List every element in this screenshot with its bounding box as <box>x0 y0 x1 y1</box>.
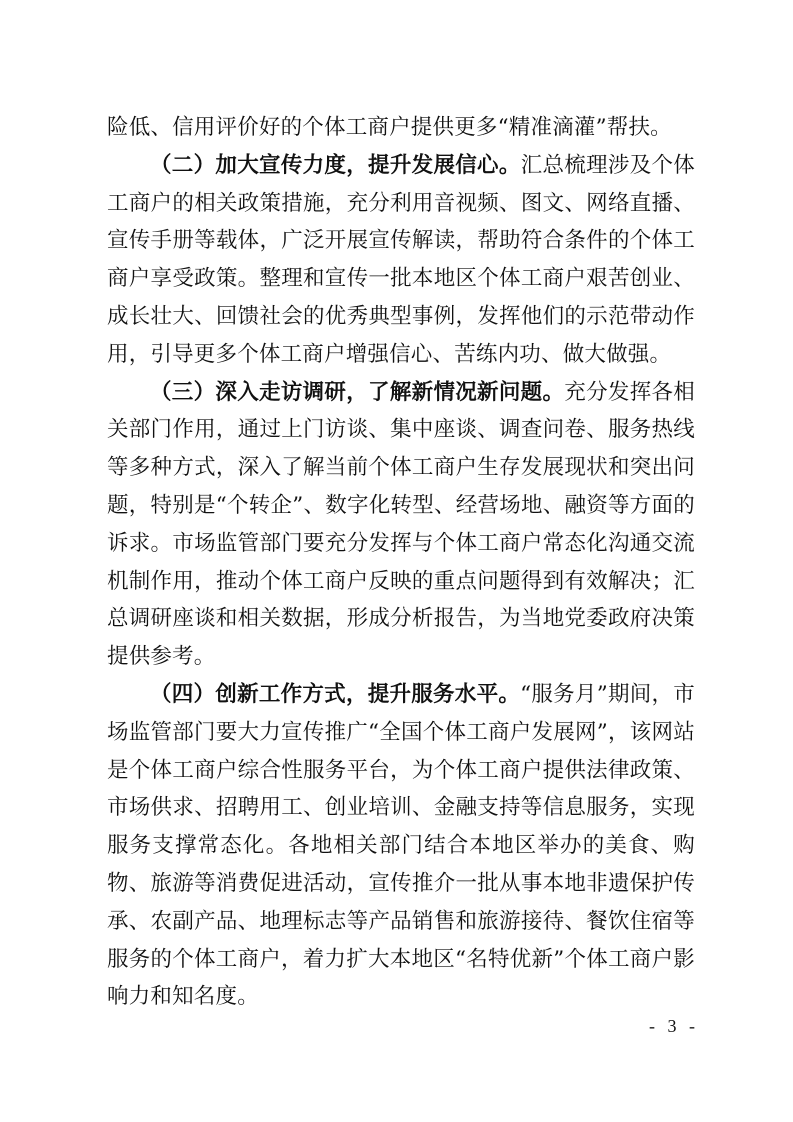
section-heading-2: （二）加大宣传力度，提升发展信心。 <box>150 152 521 178</box>
section-body-2: 汇总梳理涉及个体工商户的相关政策措施，充分利用音视频、图文、网络直播、宣传手册等载体，广泛开展宣传解读，帮助符合条件的个体工商户享受政策。整理和宣传一批本地区个体工商户艰苦创业、成长壮大、回馈社会的优秀典型事例，发挥他们的示范带动作用，引导更多个体工商户增强信心、苦练内功、做大做强。 <box>107 152 695 367</box>
section-body-3: 充分发挥各相关部门作用，通过上门访谈、集中座谈、调查问卷、服务热线等多种方式，深入了解当前个体工商户生存发展现状和突出问题，特别是“个转企”、数字化转型、经营场地、融资等方面的诉求。市场监管部门要充分发挥与个体工商户常态化沟通交流机制作用，推动个体工商户反映的重点问题得到有效解决；汇总调研座谈和相关数据，形成分析报告，为当地党委政府决策提供参考。 <box>107 379 695 670</box>
section-paragraph-4 <box>107 676 695 1016</box>
body-text <box>107 109 695 1016</box>
section-heading-4: （四）创新工作方式，提升服务水平。 <box>150 681 521 707</box>
page-number: - 3 - <box>649 1016 699 1036</box>
lead-paragraph: 险低、信用评价好的个体工商户提供更多“精准滴灌”帮扶。 <box>107 115 672 140</box>
section-heading-3: （三）深入走访调研，了解新情况新问题。 <box>150 379 565 405</box>
section-paragraph-2 <box>107 147 695 374</box>
section-paragraph-3 <box>107 374 695 676</box>
section-body-4: “服务月”期间，市场监管部门要大力宣传推广“全国个体工商户发展网”，该网站是个体工商户综合性服务平台，为个体工商户提供法律政策、市场供求、招聘用工、创业培训、金融支持等信息服务，实现服务支撑常态化。各地相关部门结合本地区举办的美食、购物、旅游等消费促进活动，宣传推介一批从事本地非遗保护传承、农副产品、地理标志等产品销售和旅游接待、餐饮住宿等服务的个体工商户，着力扩大本地区“名特优新”个体工商户影响力和知名度。 <box>107 681 695 1010</box>
